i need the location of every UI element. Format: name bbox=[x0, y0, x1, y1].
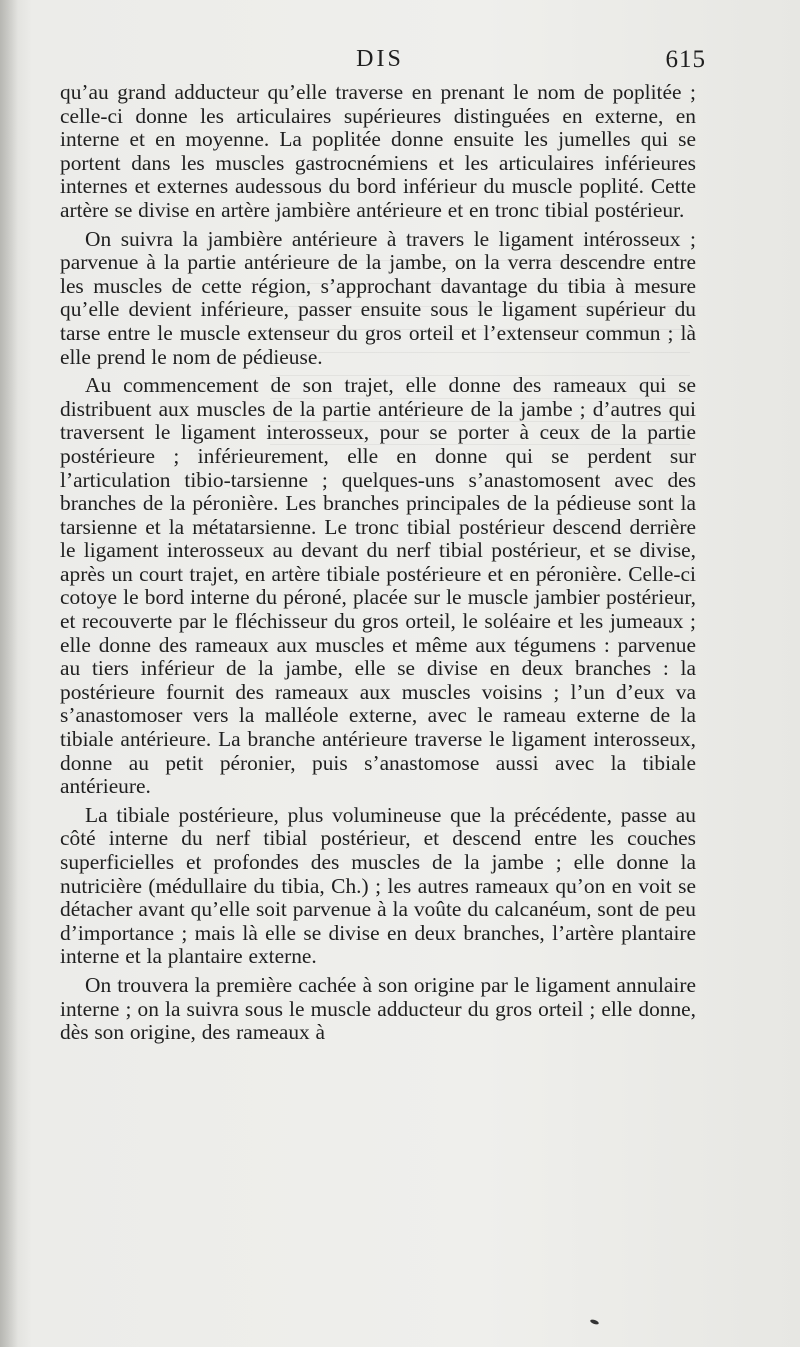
body-text bbox=[60, 81, 696, 1050]
paragraph-3: Au commencement de son trajet, elle donne des rameaux qui se distribuent aux muscles de la partie antérieure de la jambe ; d’autres qui traversent le ligament interosseux, pour se porter à ceux de la partie postérieure ; inférieurement, elle en donne qui se perdent sur l’articulation tibio-tarsienne ; quelques-uns s’anastomosent avec des branches de la péronière. Les branches principales de la pédieuse sont la tarsienne et la métatarsienne. Le tronc tibial postérieur descend derrière le ligament interosseux au devant du nerf tibial postérieur, et se divise, après un court trajet, en artère tibiale postérieure et en péronière. Celle-ci cotoye le bord interne du péroné, placée sur le muscle jambier postérieur, et recouverte par le fléchisseur du gros orteil, le soléaire et les jumeaux ; elle donne des rameaux aux muscles et même aux tégumens : parvenue au tiers inférieur de la jambe, elle se divise en deux branches : la postérieure fournit des rameaux aux muscles voisins ; l’un d’eux va s’anastomoser vers la malléole externe, avec le rameau externe de la tibiale antérieure. La branche antérieure traverse le ligament interosseux, donne au petit péronier, puis s’anastomose aussi avec la tibiale antérieure. bbox=[60, 373, 696, 799]
paragraph-1: qu’au grand adducteur qu’elle traverse en prenant le nom de poplitée ; celle-ci donne les articulaires supérieures distinguées en externe, en interne et en moyenne. La poplitée donne ensuite les jumelles qui se portent dans les muscles gastrocnémiens et les articulaires inférieures internes et externes audessous du bord inférieur du muscle poplité. Cette artère se divise en artère jambière antérieure et en tronc tibial postérieur. bbox=[60, 80, 696, 222]
page-header bbox=[60, 46, 706, 76]
running-title: DIS bbox=[356, 46, 404, 72]
page-number: 615 bbox=[665, 46, 706, 73]
paragraph-5: On trouvera la première cachée à son origine par le ligament annulaire interne ; on la suivra sous le muscle adducteur du gros orteil ; elle donne, dès son origine, des rameaux à bbox=[60, 972, 696, 1045]
ink-speck bbox=[590, 1319, 600, 1326]
paragraph-4: La tibiale postérieure, plus volumineuse que la précédente, passe au côté interne du nerf tibial postérieur, et descend entre les couches superficielles et profondes des muscles de la jambe ; elle donne la nutricière (médullaire du tibia, Ch.) ; les autres rameaux qu’on en voit se détacher avant qu’elle soit parvenue à la voûte du calcanéum, sont de peu d’importance ; mais là elle se divise en deux branches, l’artère plantaire interne et la plantaire externe. bbox=[60, 802, 696, 969]
paragraph-2: On suivra la jambière antérieure à travers le ligament intérosseux ; parvenue à la partie antérieure de la jambe, on la verra descendre entre les muscles de cette région, s’approchant davantage du tibia à mesure qu’elle devient inférieure, passer ensuite sous le ligament supérieur du tarse entre le muscle extenseur du gros orteil et l’extenseur commun ; là elle prend le nom de pédieuse. bbox=[60, 226, 696, 369]
spine-shadow bbox=[0, 0, 18, 1347]
